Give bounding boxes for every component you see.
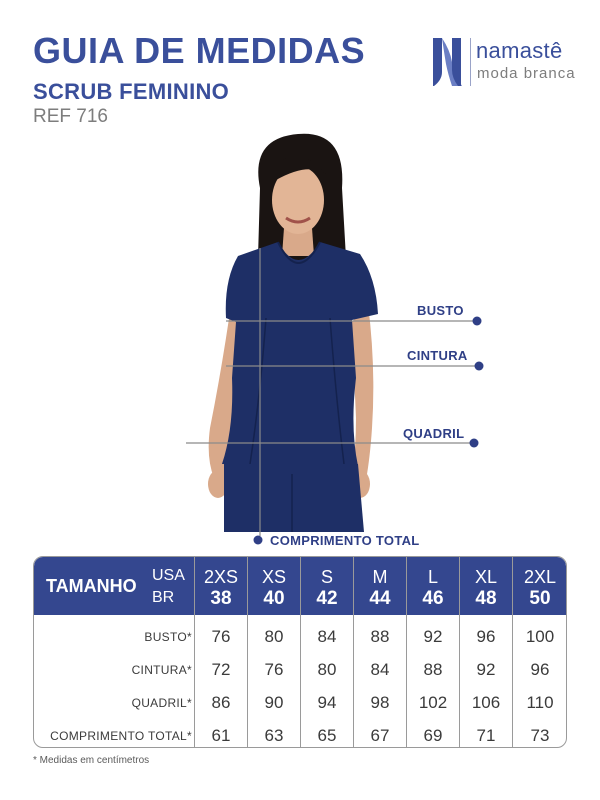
table-cell: 92 [423, 627, 443, 646]
bust-marker [473, 317, 482, 326]
size-table [33, 556, 567, 748]
table-cell: 72 [211, 660, 231, 679]
table-row-quadril [34, 687, 566, 720]
size-br: 38 [210, 588, 232, 609]
bust-label: BUSTO [417, 303, 464, 318]
size-usa: 2XS [203, 567, 239, 587]
size-usa: XS [261, 567, 286, 587]
table-cell: 73 [530, 726, 550, 745]
hip-marker [470, 439, 479, 448]
usa-label: USA [152, 567, 185, 584]
product-ref: REF 716 [33, 106, 108, 127]
size-br: 48 [475, 588, 497, 609]
length-label: COMPRIMENTO TOTAL [270, 533, 420, 548]
table-cell: 65 [317, 726, 337, 745]
table-cell: 67 [370, 726, 390, 745]
table-row-busto [34, 621, 566, 654]
table-cell: 71 [476, 726, 496, 745]
size-usa: 2XL [523, 567, 557, 587]
table-cell: 100 [525, 627, 555, 646]
table-cell: 61 [211, 726, 231, 745]
br-label: BR [152, 589, 175, 606]
hip-label: QUADRIL [403, 426, 465, 441]
size-br: 40 [263, 588, 285, 609]
row-label: QUADRIL* [131, 696, 192, 710]
table-cell: 86 [211, 693, 231, 712]
table-cell: 90 [264, 693, 284, 712]
size-usa: M [372, 567, 388, 587]
model-figure [180, 128, 500, 558]
size-usa: S [320, 567, 333, 587]
table-cell: 102 [418, 693, 448, 712]
page-subtitle: SCRUB FEMININO [33, 79, 230, 104]
row-label: BUSTO* [144, 630, 192, 644]
table-cell: 80 [317, 660, 337, 679]
table-cell: 76 [264, 660, 284, 679]
table-cell: 88 [423, 660, 443, 679]
table-row-comprimento [34, 720, 566, 748]
waist-marker [475, 362, 484, 371]
footnote: * Medidas em centímetros [33, 755, 150, 766]
size-usa: L [427, 567, 438, 587]
table-cell: 96 [476, 627, 496, 646]
logo-divider [470, 38, 471, 86]
row-label: CINTURA* [131, 663, 192, 677]
table-cell: 106 [471, 693, 501, 712]
table-cell: 69 [423, 726, 443, 745]
table-row-cintura [34, 654, 566, 687]
size-br: 50 [529, 588, 551, 609]
size-usa: XL [474, 567, 498, 587]
logo-name: namastê [476, 38, 563, 63]
table-cell: 88 [370, 627, 390, 646]
size-br: 46 [422, 588, 444, 609]
table-cell: 98 [370, 693, 390, 712]
table-cell: 76 [211, 627, 231, 646]
table-cell: 94 [317, 693, 337, 712]
table-cell: 80 [264, 627, 284, 646]
logo-tagline: moda branca [477, 65, 576, 82]
table-cell: 63 [264, 726, 284, 745]
size-br: 42 [316, 588, 338, 609]
page-title: GUIA DE MEDIDAS [33, 30, 366, 71]
waist-label: CINTURA [407, 348, 468, 363]
table-cell: 84 [317, 627, 337, 646]
brand-logo [430, 34, 580, 90]
ribbon-n-logo-icon [430, 34, 464, 90]
scrub-pants [224, 464, 364, 532]
size-header-label: TAMANHO [46, 576, 137, 596]
table-cell: 96 [530, 660, 550, 679]
row-label: COMPRIMENTO TOTAL* [50, 729, 192, 743]
length-marker [254, 536, 263, 545]
size-br: 44 [369, 588, 391, 609]
table-cell: 110 [526, 693, 554, 712]
table-cell: 84 [370, 660, 390, 679]
table-cell: 92 [476, 660, 496, 679]
